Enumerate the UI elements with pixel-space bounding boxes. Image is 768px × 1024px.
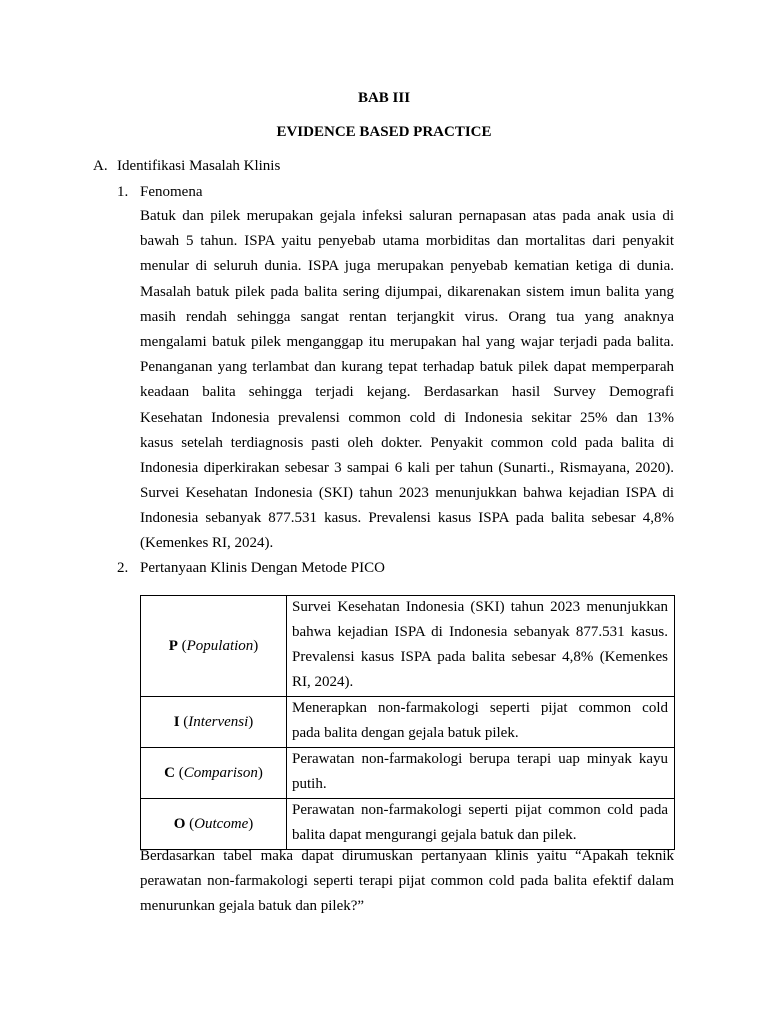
paragraph-line: Survei Kesehatan Indonesia (SKI) tahun 2023 menunjukkan bahwa kejadian ISPA di xyxy=(140,485,674,502)
pico-desc-line: pada balita dengan gejala batuk pilek. xyxy=(292,725,519,741)
paragraph-line: (Kemenkes RI, 2024). xyxy=(140,535,274,552)
paragraph-line: keadaan balita sehingga terjadi kejang. Berdasarkan hasil Survey Demografi xyxy=(140,384,674,401)
pico-row-outcome xyxy=(141,799,675,850)
pico-letter: I xyxy=(173,713,180,730)
pico-desc-o xyxy=(287,799,675,850)
pico-letter: P xyxy=(168,637,178,654)
chapter-title: EVIDENCE BASED PRACTICE xyxy=(276,124,492,140)
pico-desc-p xyxy=(287,596,675,697)
pico-table xyxy=(140,595,675,850)
pico-label-c: C (Comparison) xyxy=(141,748,287,799)
pico-letter: O xyxy=(173,815,186,832)
item-2-marker: 2. xyxy=(117,560,129,576)
pico-label-i: I (Intervensi) xyxy=(141,697,287,748)
pico-term: Intervensi xyxy=(188,713,249,730)
pico-desc-line: Perawatan non-farmakologi berupa terapi uap minyak kayu xyxy=(292,751,668,767)
item-2-heading xyxy=(117,558,385,578)
paragraph-line: mengalami batuk pilek menganggap itu merupakan hal yang wajar terjadi pada balita. xyxy=(140,333,674,350)
pico-row-intervensi xyxy=(141,697,675,748)
item-2-title: Pertanyaan Klinis Dengan Metode PICO xyxy=(140,560,385,576)
item-1-title: Fenomena xyxy=(140,184,203,200)
pico-label-p: P (Population) xyxy=(141,596,287,697)
paragraph-line: kasus setelah terdiagnosis pasti oleh dokter. Penyakit common cold pada balita di xyxy=(140,434,674,451)
paragraph-line: menular di seluruh dunia. ISPA juga merupakan penyebab kematian ketiga di dunia. xyxy=(140,258,674,275)
pico-row-population xyxy=(141,596,675,697)
pico-desc-line: Menerapkan non-farmakologi seperti pijat common cold xyxy=(292,700,668,716)
paragraph-line: menurunkan gejala batuk dan pilek?” xyxy=(140,898,365,915)
fenomena-paragraph xyxy=(140,204,674,557)
pico-desc-line: putih. xyxy=(292,776,327,792)
paragraph-line: Indonesia sebanyak 877.531 kasus. Prevalensi kasus ISPA pada balita sebesar 4,8% xyxy=(140,510,674,527)
pico-desc-line: bahwa kejadian ISPA di Indonesia sebanyak 877.531 kasus. xyxy=(292,624,668,640)
section-a-heading xyxy=(93,156,280,176)
pico-row-comparison xyxy=(141,748,675,799)
pico-term: Comparison xyxy=(183,764,258,781)
item-1-heading xyxy=(117,182,202,202)
paragraph-line: masih rendah sehingga sangat rentan terjangkit virus. Orang tua yang anaknya xyxy=(140,308,674,325)
pico-desc-line: Prevalensi kasus ISPA pada balita sebesar 4,8% (Kemenkes xyxy=(292,649,668,665)
paragraph-line: Indonesia diperkirakan sebesar 3 sampai 6 kali per tahun (Sunarti., Rismayana, 2020). xyxy=(140,459,674,476)
pico-desc-line: Survei Kesehatan Indonesia (SKI) tahun 2023 menunjukkan xyxy=(292,599,668,615)
paragraph-line: Kesehatan Indonesia prevalensi common cold di Indonesia sekitar 25% dan 13% xyxy=(140,409,674,426)
pico-desc-c xyxy=(287,748,675,799)
paragraph-line: Batuk dan pilek merupakan gejala infeksi saluran pernapasan atas pada anak usia di xyxy=(140,208,674,224)
pico-letter: C xyxy=(164,764,175,781)
pico-desc-i xyxy=(287,697,675,748)
chapter-number: BAB III xyxy=(357,90,411,106)
paragraph-line: Penanganan yang terlambat dan kurang tepat terhadap batuk pilek dapat memperparah xyxy=(140,359,674,376)
conclusion-paragraph xyxy=(140,844,674,920)
paragraph-line: Berdasarkan tabel maka dapat dirumuskan pertanyaan klinis yaitu “Apakah teknik xyxy=(140,848,674,864)
pico-desc-line: Perawatan non-farmakologi seperti pijat common cold pada xyxy=(292,802,668,818)
pico-desc-line: RI, 2024). xyxy=(292,674,354,690)
section-a-title: Identifikasi Masalah Klinis xyxy=(117,158,281,174)
pico-term: Outcome xyxy=(194,815,249,832)
pico-desc-line: balita dapat mengurangi gejala batuk dan pilek. xyxy=(292,827,577,843)
paragraph-line: Masalah batuk pilek pada balita sering dijumpai, dikarenakan sistem imun balita yang xyxy=(140,283,674,300)
section-a-marker: A. xyxy=(93,158,108,174)
paragraph-line: bawah 5 tahun. ISPA yaitu penyebab utama morbiditas dan mortalitas dari penyakit xyxy=(140,233,674,250)
paragraph-line: perawatan non-farmakologi seperti terapi pijat common cold pada balita efektif dalam xyxy=(140,873,674,890)
pico-term: Population xyxy=(186,637,254,654)
pico-label-o: O (Outcome) xyxy=(141,799,287,850)
item-1-marker: 1. xyxy=(117,184,129,200)
